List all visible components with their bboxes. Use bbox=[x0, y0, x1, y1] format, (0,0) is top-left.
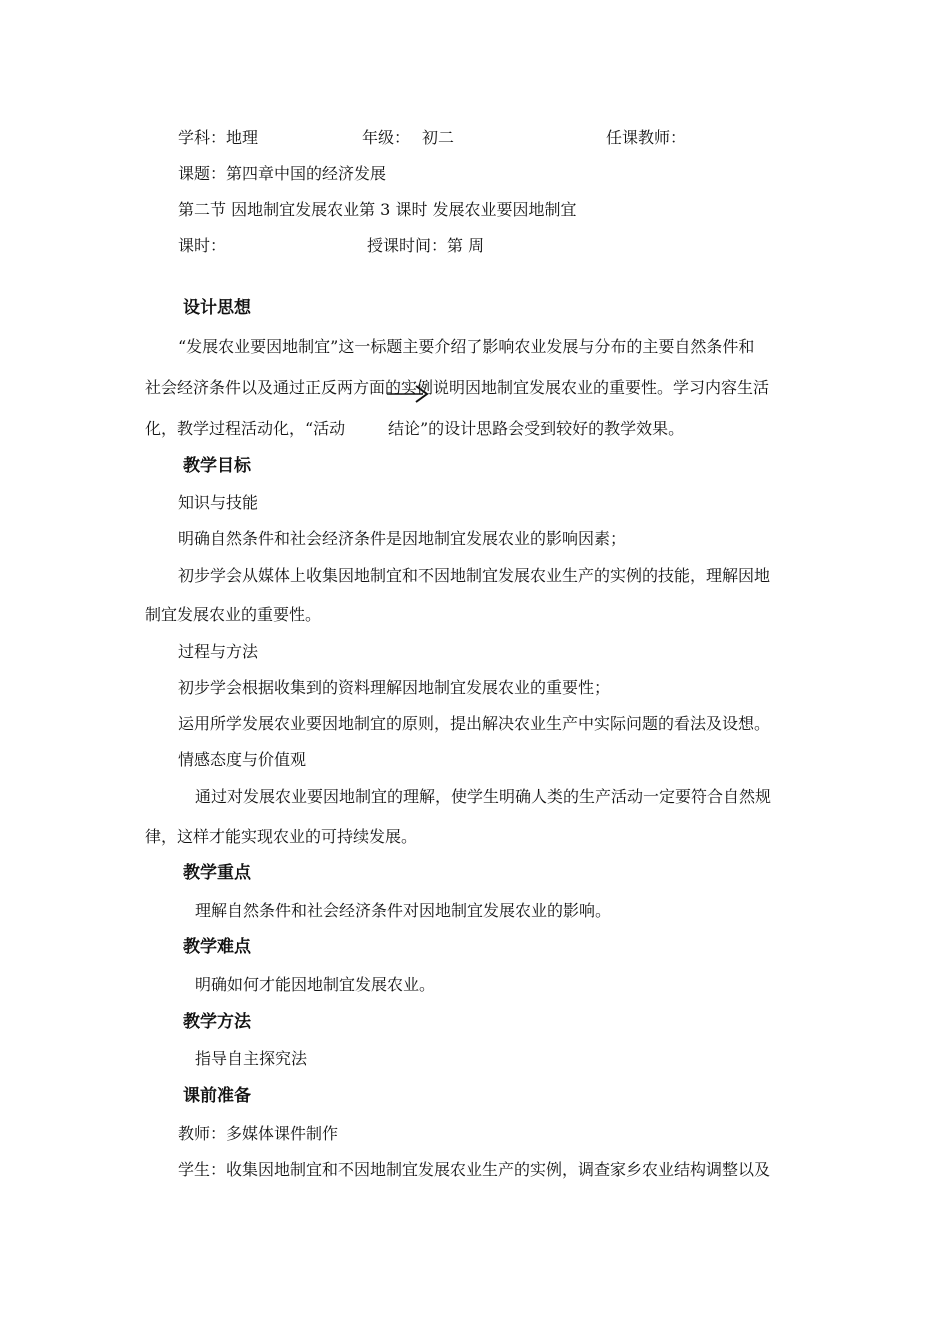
design-paragraph-line: 化，教学过程活动化，“活动 bbox=[145, 419, 346, 438]
teacher-label: 任课教师： bbox=[606, 128, 687, 147]
design-paragraph-line: 社会经济条件以及通过正反两方面的实例说明因地制宜发展农业的重要性。学习内容生活 bbox=[145, 378, 770, 397]
knowledge-subtitle: 知识与技能 bbox=[178, 493, 259, 512]
emotion-subtitle: 情感态度与价值观 bbox=[178, 750, 307, 769]
arrow-icon bbox=[385, 383, 435, 403]
goal-item: 初步学会根据收集到的资料理解因地制宜发展农业的重要性； bbox=[178, 678, 611, 697]
time-label: 授课时间：第 周 bbox=[367, 236, 485, 255]
preparation-heading: 课前准备 bbox=[183, 1086, 251, 1106]
design-paragraph-line: 结论”的设计思路会受到较好的教学效果。 bbox=[388, 419, 685, 438]
key-points-text: 理解自然条件和社会经济条件对因地制宜发展农业的影响。 bbox=[195, 901, 612, 920]
key-points-heading: 教学重点 bbox=[183, 863, 251, 883]
difficulties-text: 明确如何才能因地制宜发展农业。 bbox=[195, 975, 436, 994]
design-heading: 设计思想 bbox=[183, 298, 251, 318]
subject-label: 学科：地理 bbox=[178, 128, 259, 147]
difficulties-heading: 教学难点 bbox=[183, 937, 251, 957]
methods-text: 指导自主探究法 bbox=[195, 1049, 308, 1068]
preparation-student: 学生：收集因地制宜和不因地制宜发展农业生产的实例，调查家乡农业结构调整以及 bbox=[178, 1160, 771, 1179]
preparation-teacher: 教师：多媒体课件制作 bbox=[178, 1124, 339, 1143]
goal-item: 制宜发展农业的重要性。 bbox=[145, 605, 322, 624]
design-paragraph-line: “发展农业要因地制宜”这一标题主要介绍了影响农业发展与分布的主要自然条件和 bbox=[178, 337, 755, 356]
goal-item: 明确自然条件和社会经济条件是因地制宜发展农业的影响因素； bbox=[178, 529, 627, 548]
period-label: 课时： bbox=[178, 236, 227, 255]
methods-heading: 教学方法 bbox=[183, 1012, 251, 1032]
goal-item: 律，这样才能实现农业的可持续发展。 bbox=[145, 827, 418, 846]
section-line: 第二节 因地制宜发展农业第 3 课时 发展农业要因地制宜 bbox=[178, 200, 577, 219]
grade-value: 初二 bbox=[422, 128, 455, 147]
goal-item: 运用所学发展农业要因地制宜的原则，提出解决农业生产中实际问题的看法及设想。 bbox=[178, 714, 771, 733]
topic-line: 课题：第四章中国的经济发展 bbox=[178, 164, 387, 183]
goals-heading: 教学目标 bbox=[183, 456, 251, 476]
goal-item: 初步学会从媒体上收集因地制宜和不因地制宜发展农业生产的实例的技能，理解因地 bbox=[178, 566, 771, 585]
goal-item: 通过对发展农业要因地制宜的理解，使学生明确人类的生产活动一定要符合自然规 bbox=[195, 787, 772, 806]
grade-label: 年级： bbox=[362, 128, 411, 147]
process-subtitle: 过程与方法 bbox=[178, 642, 259, 661]
